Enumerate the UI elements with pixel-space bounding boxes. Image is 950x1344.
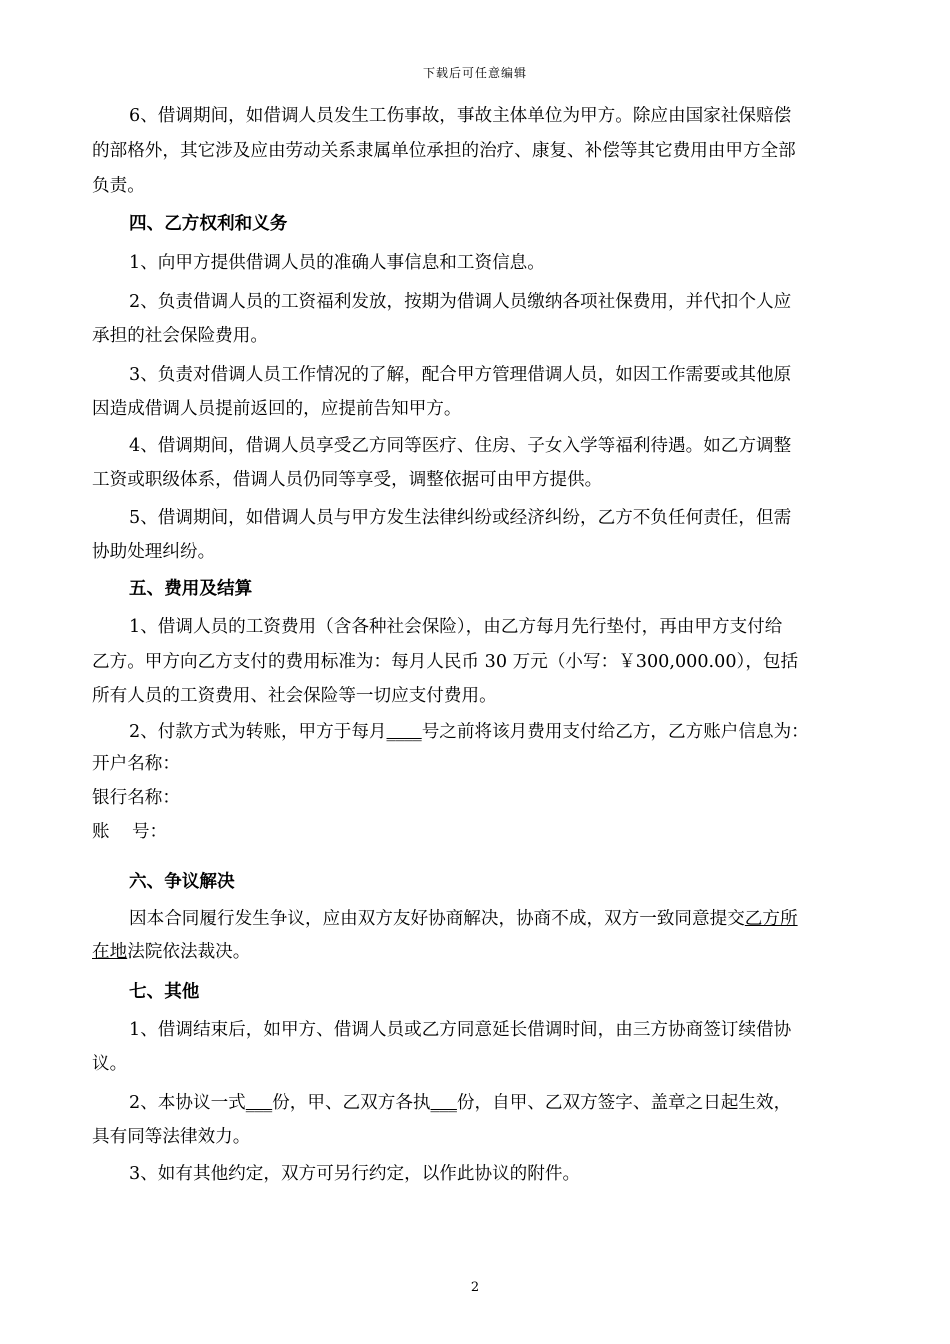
paragraph-line: 乙方。甲方向乙方支付的费用标准为：每月人民币 30 万元（小写：￥300,000.00），包括 [92,652,799,672]
text-run: 因本合同履行发生争议，应由双方友好协商解决，协商不成，双方一致同意提交 [129,909,745,929]
page-header: 下载后可任意编辑 [422,66,527,80]
text-run: 份，自甲、乙双方签字、盖章之日起生效， [456,1093,792,1113]
paragraph-line: 4、借调期间，借调人员享受乙方同等医疗、住房、子女入学等福利待遇。如乙方调整 [129,436,792,456]
paragraph-line: 的部格外，其它涉及应由劳动关系隶属单位承担的治疗、康复、补偿等其它费用由甲方全部 [92,141,796,161]
page-number: 2 [470,1280,480,1295]
fill-blank: ___ [245,1093,273,1113]
text-run: 份，甲、乙双方各执 [272,1093,431,1113]
paragraph-line: 工资或职级体系，借调人员仍同等享受，调整依据可由甲方提供。 [92,470,603,490]
section-heading: 四、乙方权利和义务 [129,213,288,234]
paragraph-line [129,1091,791,1115]
paragraph-line: 所有人员的工资费用、社会保险等一切应支付费用。 [92,686,497,706]
paragraph-line: 议。 [92,1054,128,1074]
text-run: 法院依法裁决。 [127,942,251,962]
text-run: 2、本协议一式 [129,1093,246,1113]
paragraph-line: 承担的社会保险费用。 [92,326,268,346]
paragraph-line: 因造成借调人员提前返回的，应提前告知甲方。 [92,399,462,419]
text-run: 2、付款方式为转账，甲方于每月 [129,722,387,742]
paragraph-line: 6、借调期间，如借调人员发生工伤事故，事故主体单位为甲方。除应由国家社保赔偿 [129,106,792,126]
paragraph-line: 3、负责对借调人员工作情况的了解，配合甲方管理借调人员，如因工作需要或其他原 [129,365,792,385]
paragraph-line: 具有同等法律效力。 [92,1127,251,1147]
paragraph-line [129,720,809,744]
fill-blank: ___ [430,1093,457,1113]
text-run: 号之前将该月费用支付给乙方，乙方账户信息为： [421,722,809,742]
fill-blank: ____ [386,722,422,742]
paragraph-line [92,940,250,964]
account-name-label: 开户名称： [92,754,180,774]
paragraph-line [129,907,798,931]
paragraph-line: 负责。 [92,176,145,196]
paragraph-line: 3、如有其他约定，双方可另行约定，以作此协议的附件。 [129,1164,581,1184]
paragraph-line: 协助处理纠纷。 [92,542,216,562]
underlined-text: 在地 [92,942,128,962]
section-heading: 七、其他 [129,981,200,1002]
paragraph-line: 1、借调人员的工资费用（含各种社会保险），由乙方每月先行垫付，再由甲方支付给 [129,617,783,637]
underlined-text: 乙方所 [744,909,798,929]
section-heading: 六、争议解决 [129,871,235,892]
paragraph-line: 5、借调期间，如借调人员与甲方发生法律纠纷或经济纠纷，乙方不负任何责任，但需 [129,508,792,528]
paragraph-line: 1、借调结束后，如甲方、借调人员或乙方同意延长借调时间，由三方协商签订续借协 [129,1020,792,1040]
paragraph-line: 1、向甲方提供借调人员的准确人事信息和工资信息。 [129,253,545,273]
section-heading: 五、费用及结算 [129,578,253,599]
account-number-label: 账 号： [92,822,168,842]
bank-name-label: 银行名称： [92,788,180,808]
paragraph-line: 2、负责借调人员的工资福利发放，按期为借调人员缴纳各项社保费用，并代扣个人应 [129,292,792,312]
